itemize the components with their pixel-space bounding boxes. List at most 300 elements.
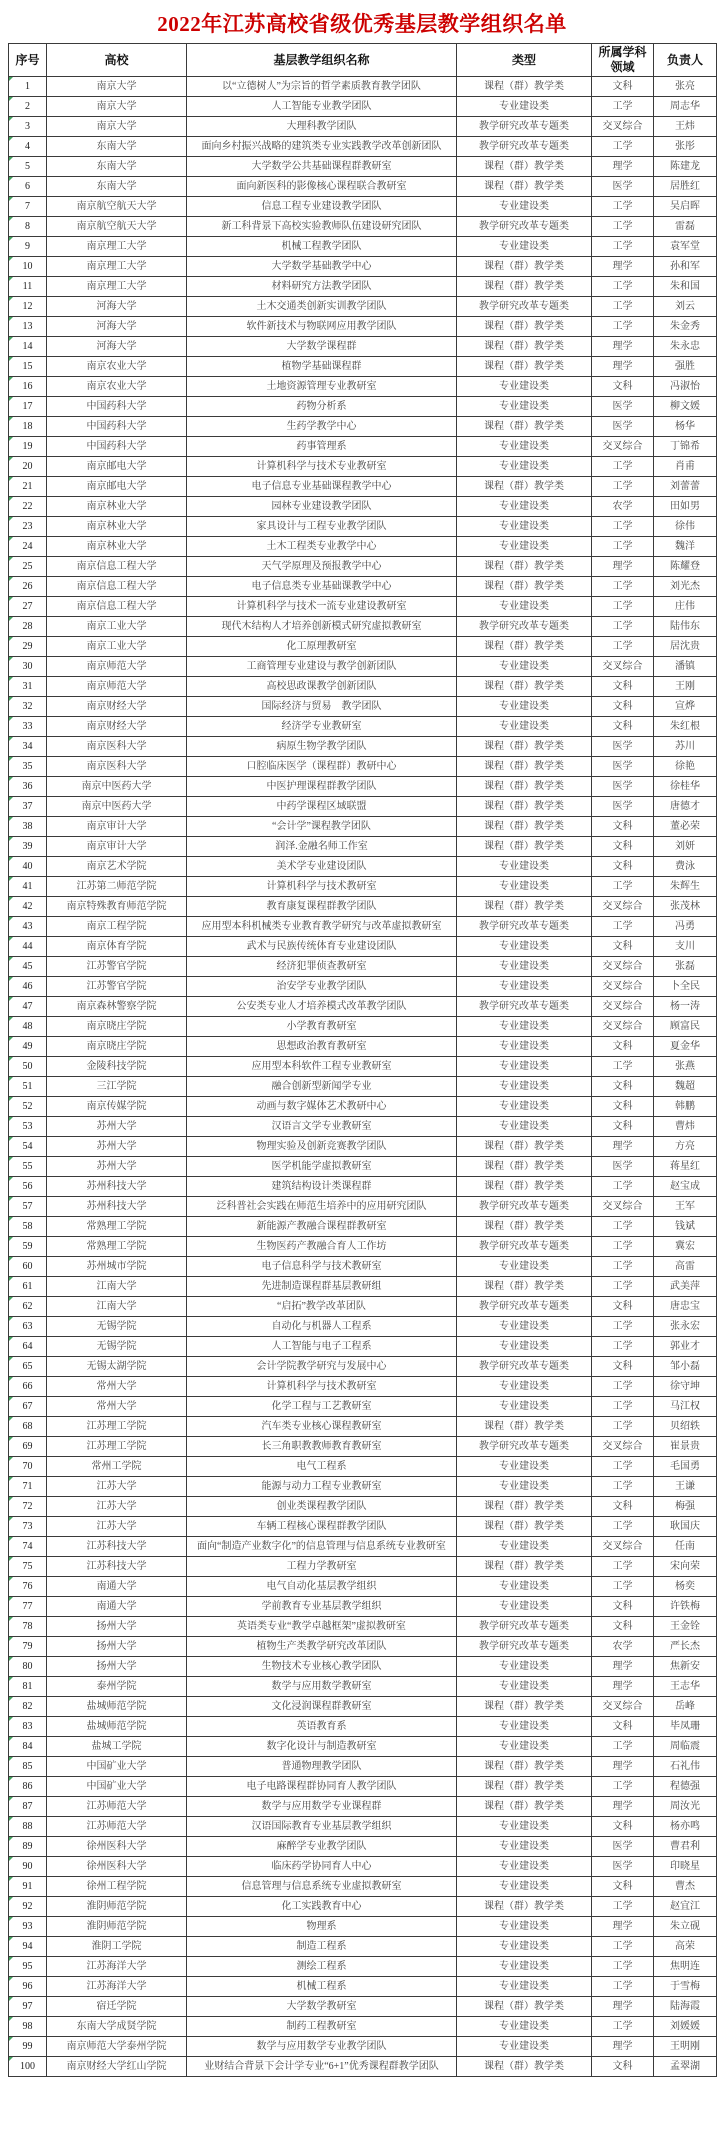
- cell-index: 16: [9, 377, 47, 397]
- cell-index: 48: [9, 1017, 47, 1037]
- cell-organization-name: 信息管理与信息系统专业虚拟教研室: [187, 1877, 457, 1897]
- cell-person-in-charge: 陆伟东: [654, 617, 717, 637]
- cell-subject-field: 工学: [592, 617, 654, 637]
- cell-organization-name: 公安类专业人才培养模式改革教学团队: [187, 997, 457, 1017]
- table-row: [9, 1137, 717, 1157]
- cell-university: 江苏科技大学: [47, 1537, 187, 1557]
- cell-type: 专业建设类: [457, 717, 592, 737]
- cell-type: 专业建设类: [457, 1737, 592, 1757]
- cell-university: 江苏理工学院: [47, 1417, 187, 1437]
- cell-university: 南京中医药大学: [47, 777, 187, 797]
- cell-type: 专业建设类: [457, 237, 592, 257]
- cell-type: 教学研究改革专题类: [457, 297, 592, 317]
- cell-university: 徐州医科大学: [47, 1857, 187, 1877]
- cell-university: 无锡学院: [47, 1317, 187, 1337]
- cell-index: 15: [9, 357, 47, 377]
- cell-type: 专业建设类: [457, 2017, 592, 2037]
- cell-person-in-charge: 宣烨: [654, 697, 717, 717]
- cell-organization-name: 工程力学教研室: [187, 1557, 457, 1577]
- cell-organization-name: 计算机科学与技术教研室: [187, 1377, 457, 1397]
- cell-type: 专业建设类: [457, 597, 592, 617]
- cell-type: 专业建设类: [457, 877, 592, 897]
- cell-organization-name: 植物生产类教学研究改革团队: [187, 1637, 457, 1657]
- table-row: [9, 1037, 717, 1057]
- cell-person-in-charge: 毛国勇: [654, 1457, 717, 1477]
- cell-organization-name: 英语类专业“教学卓越框架”虚拟教研室: [187, 1617, 457, 1637]
- cell-type: 课程（群）教学类: [457, 757, 592, 777]
- cell-subject-field: 理学: [592, 1757, 654, 1777]
- cell-type: 专业建设类: [457, 857, 592, 877]
- cell-index: 61: [9, 1277, 47, 1297]
- cell-person-in-charge: 魏超: [654, 1077, 717, 1097]
- cell-index: 79: [9, 1637, 47, 1657]
- cell-index: 82: [9, 1697, 47, 1717]
- cell-type: 课程（群）教学类: [457, 677, 592, 697]
- cell-subject-field: 工学: [592, 477, 654, 497]
- cell-subject-field: 工学: [592, 1257, 654, 1277]
- cell-university: 苏州城市学院: [47, 1257, 187, 1277]
- cell-type: 专业建设类: [457, 1817, 592, 1837]
- cell-type: 专业建设类: [457, 1877, 592, 1897]
- cell-organization-name: 长三角职教教师教育教研室: [187, 1437, 457, 1457]
- cell-type: 专业建设类: [457, 1717, 592, 1737]
- cell-subject-field: 工学: [592, 137, 654, 157]
- cell-index: 38: [9, 817, 47, 837]
- cell-person-in-charge: 张茂林: [654, 897, 717, 917]
- cell-type: 专业建设类: [457, 537, 592, 557]
- cell-university: 徐州工程学院: [47, 1877, 187, 1897]
- cell-person-in-charge: 马江权: [654, 1397, 717, 1417]
- cell-type: 课程（群）教学类: [457, 417, 592, 437]
- cell-organization-name: 现代木结构人才培养创新模式研究虚拟教研室: [187, 617, 457, 637]
- cell-person-in-charge: 夏金华: [654, 1037, 717, 1057]
- header-cell: 负责人: [654, 44, 717, 77]
- cell-person-in-charge: 王炜: [654, 117, 717, 137]
- cell-person-in-charge: 韩鹏: [654, 1097, 717, 1117]
- table-row: [9, 637, 717, 657]
- cell-subject-field: 工学: [592, 277, 654, 297]
- cell-person-in-charge: 朱金秀: [654, 317, 717, 337]
- cell-university: 江苏大学: [47, 1497, 187, 1517]
- cell-person-in-charge: 丁锦希: [654, 437, 717, 457]
- cell-university: 苏州大学: [47, 1137, 187, 1157]
- table-row: [9, 2037, 717, 2057]
- cell-index: 73: [9, 1517, 47, 1537]
- cell-index: 27: [9, 597, 47, 617]
- cell-subject-field: 工学: [592, 197, 654, 217]
- cell-type: 课程（群）教学类: [457, 737, 592, 757]
- table-row: [9, 77, 717, 97]
- cell-subject-field: 工学: [592, 1977, 654, 1997]
- cell-university: 南京林业大学: [47, 497, 187, 517]
- table-row: [9, 1277, 717, 1297]
- cell-person-in-charge: 王军: [654, 1197, 717, 1217]
- cell-university: 无锡太湖学院: [47, 1357, 187, 1377]
- cell-subject-field: 工学: [592, 317, 654, 337]
- cell-university: 江苏第二师范学院: [47, 877, 187, 897]
- cell-person-in-charge: 刘媛媛: [654, 2017, 717, 2037]
- cell-subject-field: 文科: [592, 1297, 654, 1317]
- cell-university: 南京大学: [47, 77, 187, 97]
- table-row: [9, 1817, 717, 1837]
- cell-organization-name: 新工科背景下高校实验教师队伍建设研究团队: [187, 217, 457, 237]
- table-row: [9, 1937, 717, 1957]
- cell-type: 专业建设类: [457, 1457, 592, 1477]
- cell-subject-field: 交叉综合: [592, 437, 654, 457]
- cell-type: 专业建设类: [457, 1077, 592, 1097]
- cell-subject-field: 交叉综合: [592, 1697, 654, 1717]
- table-row: [9, 797, 717, 817]
- cell-university: 扬州大学: [47, 1657, 187, 1677]
- cell-person-in-charge: 张燕: [654, 1057, 717, 1077]
- cell-person-in-charge: 雷磊: [654, 217, 717, 237]
- cell-index: 60: [9, 1257, 47, 1277]
- cell-organization-name: 制药工程教研室: [187, 2017, 457, 2037]
- table-row: [9, 1437, 717, 1457]
- cell-index: 46: [9, 977, 47, 997]
- cell-university: 南京医科大学: [47, 757, 187, 777]
- cell-university: 江苏师范大学: [47, 1817, 187, 1837]
- cell-type: 课程（群）教学类: [457, 157, 592, 177]
- table-row: [9, 377, 717, 397]
- cell-organization-name: 汉语国际教育专业基层教学组织: [187, 1817, 457, 1837]
- table-row: [9, 837, 717, 857]
- cell-person-in-charge: 焦明连: [654, 1957, 717, 1977]
- cell-organization-name: 人工智能专业教学团队: [187, 97, 457, 117]
- cell-organization-name: 病原生物学教学团队: [187, 737, 457, 757]
- cell-type: 教学研究改革专题类: [457, 1237, 592, 1257]
- cell-subject-field: 文科: [592, 1117, 654, 1137]
- cell-index: 31: [9, 677, 47, 697]
- cell-organization-name: 动画与数字媒体艺术教研中心: [187, 1097, 457, 1117]
- cell-index: 76: [9, 1577, 47, 1597]
- cell-index: 84: [9, 1737, 47, 1757]
- table-row: [9, 197, 717, 217]
- cell-organization-name: 大学数学教研室: [187, 1997, 457, 2017]
- table-row: [9, 1397, 717, 1417]
- cell-subject-field: 交叉综合: [592, 1197, 654, 1217]
- cell-organization-name: 美术学专业建设团队: [187, 857, 457, 877]
- cell-organization-name: 机械工程系: [187, 1977, 457, 1997]
- cell-university: 南京理工大学: [47, 237, 187, 257]
- cell-index: 85: [9, 1757, 47, 1777]
- cell-subject-field: 文科: [592, 697, 654, 717]
- cell-organization-name: 面向新医科的影像核心课程联合教研室: [187, 177, 457, 197]
- cell-type: 课程（群）教学类: [457, 1697, 592, 1717]
- table-row: [9, 1517, 717, 1537]
- cell-university: 南京林业大学: [47, 517, 187, 537]
- table-row: [9, 2017, 717, 2037]
- cell-university: 江苏海洋大学: [47, 1957, 187, 1977]
- cell-type: 专业建设类: [457, 937, 592, 957]
- cell-type: 课程（群）教学类: [457, 1997, 592, 2017]
- cell-index: 11: [9, 277, 47, 297]
- cell-university: 河海大学: [47, 337, 187, 357]
- table-row: [9, 337, 717, 357]
- cell-organization-name: 生物技术专业核心教学团队: [187, 1657, 457, 1677]
- cell-index: 70: [9, 1457, 47, 1477]
- cell-university: 南京大学: [47, 97, 187, 117]
- cell-index: 93: [9, 1917, 47, 1937]
- cell-person-in-charge: 刘云: [654, 297, 717, 317]
- cell-index: 4: [9, 137, 47, 157]
- table-row: [9, 1157, 717, 1177]
- cell-type: 专业建设类: [457, 1397, 592, 1417]
- cell-person-in-charge: 曹杰: [654, 1877, 717, 1897]
- cell-subject-field: 文科: [592, 1617, 654, 1637]
- header-cell: 高校: [47, 44, 187, 77]
- table-row: [9, 1477, 717, 1497]
- table-row: [9, 817, 717, 837]
- cell-type: 专业建设类: [457, 1377, 592, 1397]
- table-row: [9, 1957, 717, 1977]
- cell-organization-name: 英语教育系: [187, 1717, 457, 1737]
- cell-subject-field: 工学: [592, 1897, 654, 1917]
- table-row: [9, 1597, 717, 1617]
- cell-subject-field: 工学: [592, 1737, 654, 1757]
- cell-index: 55: [9, 1157, 47, 1177]
- header-cell: 所属学科领域: [592, 44, 654, 77]
- cell-organization-name: 治安学专业教学团队: [187, 977, 457, 997]
- cell-index: 28: [9, 617, 47, 637]
- table-row: [9, 977, 717, 997]
- cell-type: 课程（群）教学类: [457, 1777, 592, 1797]
- cell-index: 26: [9, 577, 47, 597]
- cell-person-in-charge: 郭业才: [654, 1337, 717, 1357]
- cell-university: 宿迁学院: [47, 1997, 187, 2017]
- cell-organization-name: 数字化设计与制造教研室: [187, 1737, 457, 1757]
- cell-type: 教学研究改革专题类: [457, 1437, 592, 1457]
- cell-organization-name: 电子电路课程群协同育人教学团队: [187, 1777, 457, 1797]
- cell-organization-name: 麻醉学专业教学团队: [187, 1837, 457, 1857]
- cell-subject-field: 工学: [592, 1377, 654, 1397]
- cell-university: 南京中医药大学: [47, 797, 187, 817]
- cell-organization-name: 临床药学协同育人中心: [187, 1857, 457, 1877]
- cell-person-in-charge: 耿国庆: [654, 1517, 717, 1537]
- table-row: [9, 1457, 717, 1477]
- cell-type: 专业建设类: [457, 437, 592, 457]
- cell-index: 23: [9, 517, 47, 537]
- cell-subject-field: 工学: [592, 517, 654, 537]
- cell-type: 专业建设类: [457, 1597, 592, 1617]
- cell-organization-name: 化工原理教研室: [187, 637, 457, 657]
- cell-subject-field: 文科: [592, 2057, 654, 2077]
- cell-type: 专业建设类: [457, 1317, 592, 1337]
- cell-type: 课程（群）教学类: [457, 277, 592, 297]
- cell-person-in-charge: 崔景贵: [654, 1437, 717, 1457]
- cell-organization-name: 学前教育专业基层教学组织: [187, 1597, 457, 1617]
- cell-person-in-charge: 周汝光: [654, 1797, 717, 1817]
- table-row: [9, 897, 717, 917]
- table-row: [9, 1377, 717, 1397]
- cell-organization-name: 园林专业建设教学团队: [187, 497, 457, 517]
- cell-organization-name: “会计学”课程教学团队: [187, 817, 457, 837]
- cell-type: 课程（群）教学类: [457, 1157, 592, 1177]
- cell-organization-name: 土地资源管理专业教研室: [187, 377, 457, 397]
- cell-person-in-charge: 武美萍: [654, 1277, 717, 1297]
- cell-organization-name: 电气自动化基层教学组织: [187, 1577, 457, 1597]
- cell-type: 教学研究改革专题类: [457, 1617, 592, 1637]
- cell-person-in-charge: 冯勇: [654, 917, 717, 937]
- cell-subject-field: 文科: [592, 377, 654, 397]
- cell-person-in-charge: 赵宜江: [654, 1897, 717, 1917]
- cell-university: 南京师范大学: [47, 657, 187, 677]
- cell-subject-field: 工学: [592, 457, 654, 477]
- cell-person-in-charge: 严长杰: [654, 1637, 717, 1657]
- cell-index: 22: [9, 497, 47, 517]
- table-row: [9, 597, 717, 617]
- cell-subject-field: 工学: [592, 1937, 654, 1957]
- cell-person-in-charge: 杨奕: [654, 1577, 717, 1597]
- table-row: [9, 437, 717, 457]
- cell-person-in-charge: 梅强: [654, 1497, 717, 1517]
- table-row: [9, 1897, 717, 1917]
- cell-type: 课程（群）教学类: [457, 577, 592, 597]
- table-row: [9, 937, 717, 957]
- cell-organization-name: 小学教育教研室: [187, 1017, 457, 1037]
- cell-type: 专业建设类: [457, 1477, 592, 1497]
- cell-type: 专业建设类: [457, 457, 592, 477]
- cell-index: 30: [9, 657, 47, 677]
- cell-index: 37: [9, 797, 47, 817]
- cell-person-in-charge: 陆海霞: [654, 1997, 717, 2017]
- cell-subject-field: 医学: [592, 397, 654, 417]
- cell-university: 南京师范大学: [47, 677, 187, 697]
- table-row: [9, 217, 717, 237]
- cell-subject-field: 理学: [592, 2037, 654, 2057]
- cell-university: 东南大学: [47, 157, 187, 177]
- cell-type: 课程（群）教学类: [457, 837, 592, 857]
- cell-organization-name: 测绘工程系: [187, 1957, 457, 1977]
- cell-university: 河海大学: [47, 317, 187, 337]
- table-row: [9, 517, 717, 537]
- cell-organization-name: 车辆工程核心课程群教学团队: [187, 1517, 457, 1537]
- cell-subject-field: 交叉综合: [592, 1017, 654, 1037]
- cell-index: 14: [9, 337, 47, 357]
- cell-subject-field: 文科: [592, 937, 654, 957]
- cell-person-in-charge: 冯淑怡: [654, 377, 717, 397]
- cell-index: 44: [9, 937, 47, 957]
- cell-university: 南京审计大学: [47, 817, 187, 837]
- cell-university: 中国药科大学: [47, 437, 187, 457]
- cell-subject-field: 文科: [592, 717, 654, 737]
- header-row: [9, 44, 717, 77]
- cell-organization-name: 面向乡村振兴战略的建筑类专业实践教学改革创新团队: [187, 137, 457, 157]
- cell-subject-field: 文科: [592, 817, 654, 837]
- cell-index: 40: [9, 857, 47, 877]
- cell-organization-name: 新能源产教融合课程群教研室: [187, 1217, 457, 1237]
- cell-organization-name: 数学与应用数学专业教学团队: [187, 2037, 457, 2057]
- cell-type: 课程（群）教学类: [457, 77, 592, 97]
- table-row: [9, 1297, 717, 1317]
- cell-person-in-charge: 肖甫: [654, 457, 717, 477]
- cell-type: 课程（群）教学类: [457, 317, 592, 337]
- cell-organization-name: 润泽.金融名师工作室: [187, 837, 457, 857]
- cell-index: 3: [9, 117, 47, 137]
- cell-university: 徐州医科大学: [47, 1837, 187, 1857]
- cell-university: 南京信息工程大学: [47, 557, 187, 577]
- cell-subject-field: 工学: [592, 1317, 654, 1337]
- cell-type: 课程（群）教学类: [457, 1897, 592, 1917]
- cell-index: 59: [9, 1237, 47, 1257]
- cell-subject-field: 文科: [592, 77, 654, 97]
- cell-index: 12: [9, 297, 47, 317]
- cell-university: 南通大学: [47, 1577, 187, 1597]
- cell-index: 7: [9, 197, 47, 217]
- cell-organization-name: 自动化与机器人工程系: [187, 1317, 457, 1337]
- cell-index: 88: [9, 1817, 47, 1837]
- cell-university: 苏州科技大学: [47, 1177, 187, 1197]
- cell-organization-name: “启拓”教学改革团队: [187, 1297, 457, 1317]
- table-row: [9, 877, 717, 897]
- cell-subject-field: 工学: [592, 1417, 654, 1437]
- cell-organization-name: 工商管理专业建设与教学创新团队: [187, 657, 457, 677]
- cell-university: 苏州大学: [47, 1157, 187, 1177]
- cell-index: 19: [9, 437, 47, 457]
- table-row: [9, 997, 717, 1017]
- cell-university: 南京农业大学: [47, 357, 187, 377]
- cell-index: 53: [9, 1117, 47, 1137]
- cell-organization-name: 电气工程系: [187, 1457, 457, 1477]
- cell-subject-field: 工学: [592, 97, 654, 117]
- cell-index: 36: [9, 777, 47, 797]
- cell-subject-field: 工学: [592, 1477, 654, 1497]
- cell-person-in-charge: 庄伟: [654, 597, 717, 617]
- cell-person-in-charge: 陈建龙: [654, 157, 717, 177]
- cell-person-in-charge: 强胜: [654, 357, 717, 377]
- cell-university: 南京体育学院: [47, 937, 187, 957]
- cell-subject-field: 文科: [592, 1077, 654, 1097]
- cell-index: 42: [9, 897, 47, 917]
- cell-person-in-charge: 钱斌: [654, 1217, 717, 1237]
- cell-subject-field: 工学: [592, 877, 654, 897]
- cell-university: 南京森林警察学院: [47, 997, 187, 1017]
- cell-person-in-charge: 周临震: [654, 1737, 717, 1757]
- cell-university: 南京财经大学红山学院: [47, 2057, 187, 2077]
- cell-organization-name: 融合创新型新闻学专业: [187, 1077, 457, 1097]
- cell-organization-name: 植物学基础课程群: [187, 357, 457, 377]
- cell-index: 66: [9, 1377, 47, 1397]
- cell-type: 专业建设类: [457, 957, 592, 977]
- cell-organization-name: 高校思政课教学创新团队: [187, 677, 457, 697]
- table-row: [9, 277, 717, 297]
- cell-university: 南京传媒学院: [47, 1097, 187, 1117]
- table-row: [9, 957, 717, 977]
- cell-person-in-charge: 孟翠湖: [654, 2057, 717, 2077]
- cell-person-in-charge: 刘蕾蕾: [654, 477, 717, 497]
- cell-subject-field: 工学: [592, 217, 654, 237]
- cell-organization-name: 制造工程系: [187, 1937, 457, 1957]
- cell-person-in-charge: 王金铨: [654, 1617, 717, 1637]
- cell-university: 江南大学: [47, 1297, 187, 1317]
- cell-person-in-charge: 唐忠宝: [654, 1297, 717, 1317]
- cell-subject-field: 医学: [592, 417, 654, 437]
- cell-index: 21: [9, 477, 47, 497]
- cell-type: 专业建设类: [457, 1017, 592, 1037]
- cell-subject-field: 理学: [592, 557, 654, 577]
- cell-type: 课程（群）教学类: [457, 797, 592, 817]
- cell-subject-field: 文科: [592, 1357, 654, 1377]
- cell-subject-field: 医学: [592, 1157, 654, 1177]
- cell-type: 课程（群）教学类: [457, 357, 592, 377]
- cell-university: 东南大学: [47, 177, 187, 197]
- table-row: [9, 1777, 717, 1797]
- cell-subject-field: 文科: [592, 1717, 654, 1737]
- table-row: [9, 557, 717, 577]
- cell-index: 13: [9, 317, 47, 337]
- cell-type: 教学研究改革专题类: [457, 117, 592, 137]
- cell-type: 专业建设类: [457, 2037, 592, 2057]
